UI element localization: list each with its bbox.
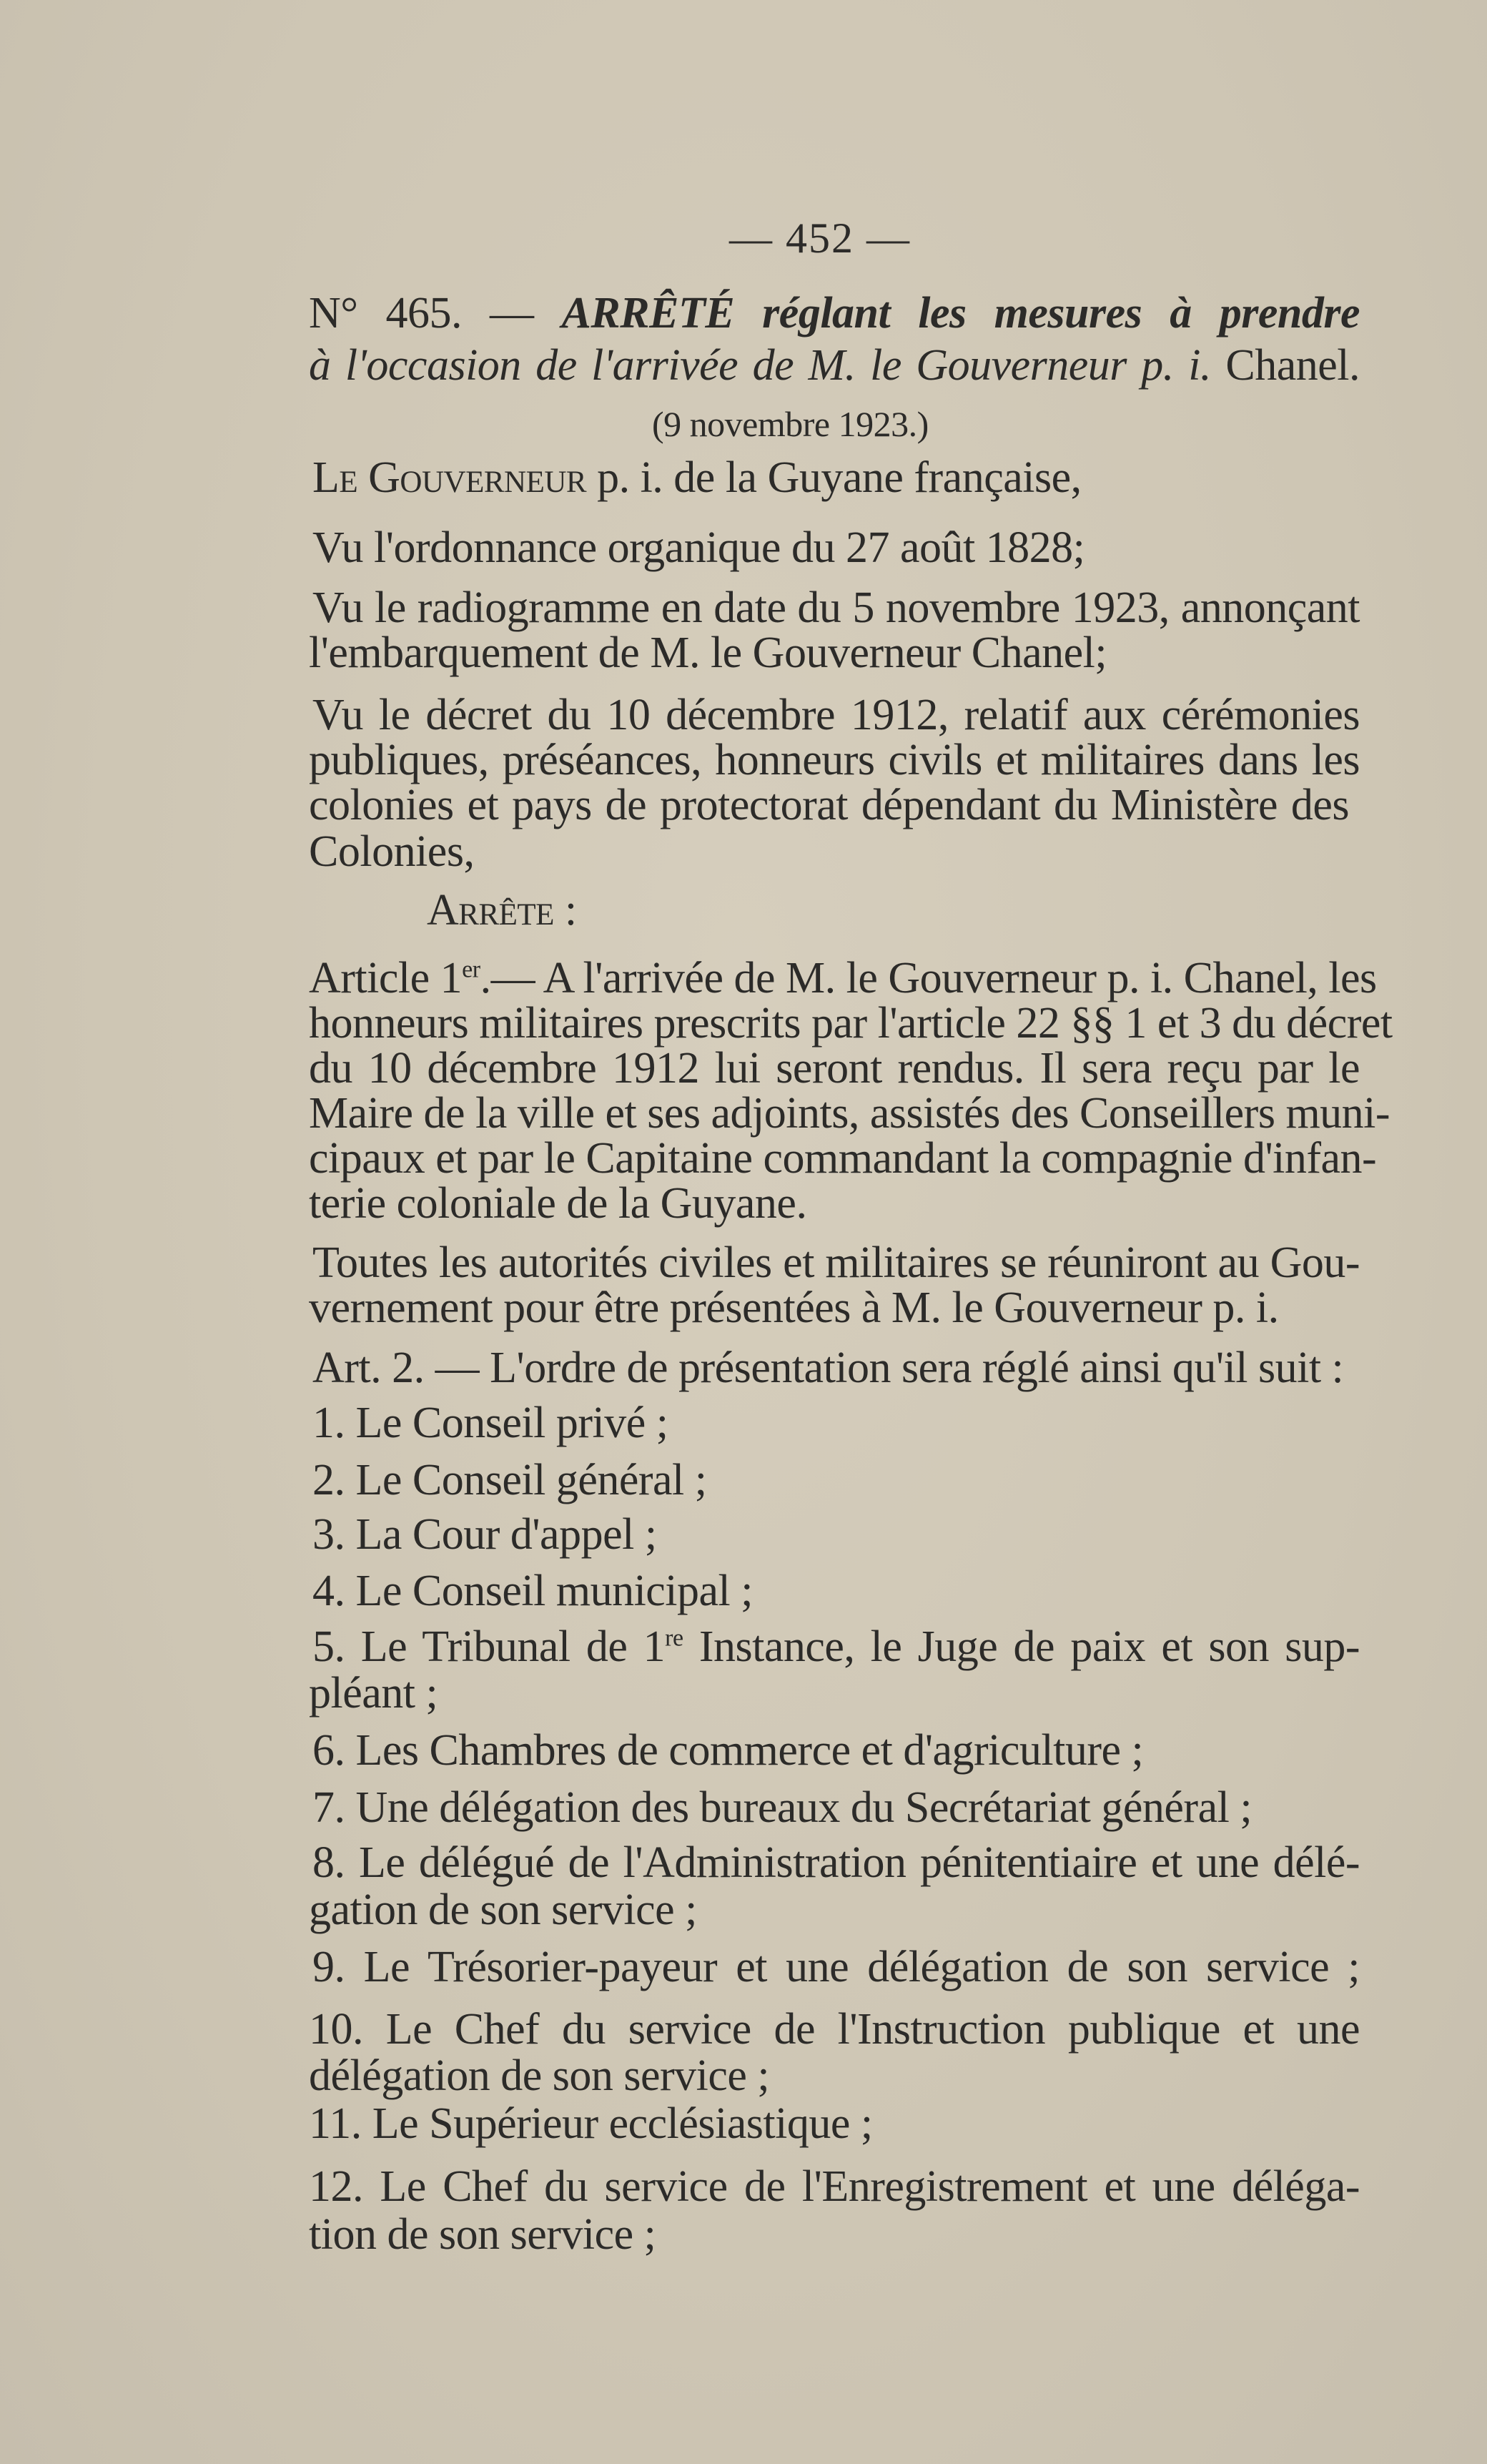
decree-title-continued: à l'occasion de l'arrivée de M. le Gouverneur p. i. (309, 341, 1211, 390)
list-item: 11. Le Supérieur ecclésiastique ; (309, 2099, 873, 2148)
article-2-intro: Art. 2. — L'ordre de présentation sera réglé ainsi qu'il suit : (312, 1344, 1344, 1392)
article-1-line-2: honneurs militaires prescrits par l'article 22 §§ 1 et 3 du décret (309, 999, 1393, 1048)
vu-radiogramme-1: Vu le radiogramme en date du 5 novembre 1923, annonçant (312, 583, 1360, 632)
article-1-label: Article 1 (309, 954, 463, 1002)
authority-title: Le Gouverneur (312, 453, 587, 502)
decree-title: ARRÊTÉ réglant les mesures à prendre (561, 289, 1360, 337)
heading-dash: — (462, 289, 562, 337)
article-1-line-1 (309, 954, 1377, 1002)
article-1-para2-line-2: vernement pour être présentées à M. le Gouverneur p. i. (309, 1283, 1279, 1332)
article-1-line-4: Maire de la ville et ses adjoints, assistés des Conseillers muni- (309, 1089, 1390, 1138)
list-item: 6. Les Chambres de commerce et d'agriculture ; (312, 1726, 1144, 1775)
arrete-heading: Arrête : (427, 886, 577, 935)
article-1-text: .— A l'arrivée de M. le Gouverneur p. i. Chanel, les (480, 954, 1377, 1002)
list-item: 3. La Cour d'appel ; (312, 1510, 657, 1559)
list-item-9: 9. Le Trésorier-payeur et une délégation de son service ; (312, 1943, 1360, 1991)
item-5-text: 5. Le Tribunal de 1 (312, 1622, 666, 1671)
article-1-line-3: du 10 décembre 1912 lui seront rendus. Il sera reçu par le (309, 1044, 1360, 1093)
item-5-text-continued: Instance, le Juge de paix et son sup- (683, 1622, 1360, 1671)
list-item-5-line-2: pléant ; (309, 1669, 438, 1718)
heading-line-2 (309, 342, 1360, 389)
vu-decret-1: Vu le décret du 10 décembre 1912, relatif aux cérémonies (312, 691, 1360, 739)
vu-radiogramme-2: l'embarquement de M. le Gouverneur Chanel; (309, 629, 1107, 677)
authority-line (312, 454, 1363, 501)
heading-line-1 (309, 290, 1360, 337)
list-item-5-line-1 (312, 1623, 1360, 1670)
list-item: 1. Le Conseil privé ; (312, 1399, 668, 1447)
page-number: — 452 — (729, 215, 911, 262)
vu-decret-3: colonies et pays de protectorat dépendant du Ministère des (309, 781, 1349, 829)
list-item-8-line-2: gation de son service ; (309, 1886, 697, 1934)
list-item-10-line-1: 10. Le Chef du service de l'Instruction publique et une (309, 2005, 1360, 2054)
decree-date: (9 novembre 1923.) (652, 404, 929, 444)
list-item: 4. Le Conseil municipal ; (312, 1567, 754, 1615)
list-item: 7. Une délégation des bureaux du Secrétariat général ; (312, 1783, 1253, 1832)
list-item-10-line-2: délégation de son service ; (309, 2051, 770, 2100)
article-1-para2-line-1: Toutes les autorités civiles et militaires se réuniront au Gou- (312, 1238, 1360, 1287)
article-1-line-5: cipaux et par le Capitaine commandant la compagnie d'infan- (309, 1134, 1377, 1183)
article-1-sup: er (462, 956, 480, 983)
vu-decret-2: publiques, préséances, honneurs civils et militaires dans les (309, 736, 1360, 784)
list-item-8-line-1: 8. Le délégué de l'Administration pénitentiaire et une délé- (312, 1838, 1360, 1887)
vu-ordonnance: Vu l'ordonnance organique du 27 août 1828; (312, 523, 1085, 572)
decree-number: N° 465. (309, 289, 463, 337)
authority-rest: p. i. de la Guyane française, (586, 453, 1082, 502)
list-item-12-line-2: tion de son service ; (309, 2210, 656, 2259)
vu-decret-4: Colonies, (309, 827, 475, 876)
governor-name: Chanel. (1225, 341, 1360, 390)
list-item: 2. Le Conseil général ; (312, 1456, 707, 1504)
list-item-12-line-1: 12. Le Chef du service de l'Enregistrement et une déléga- (309, 2162, 1360, 2211)
article-1-line-6: terie coloniale de la Guyane. (309, 1179, 807, 1228)
item-5-sup: re (665, 1625, 683, 1652)
